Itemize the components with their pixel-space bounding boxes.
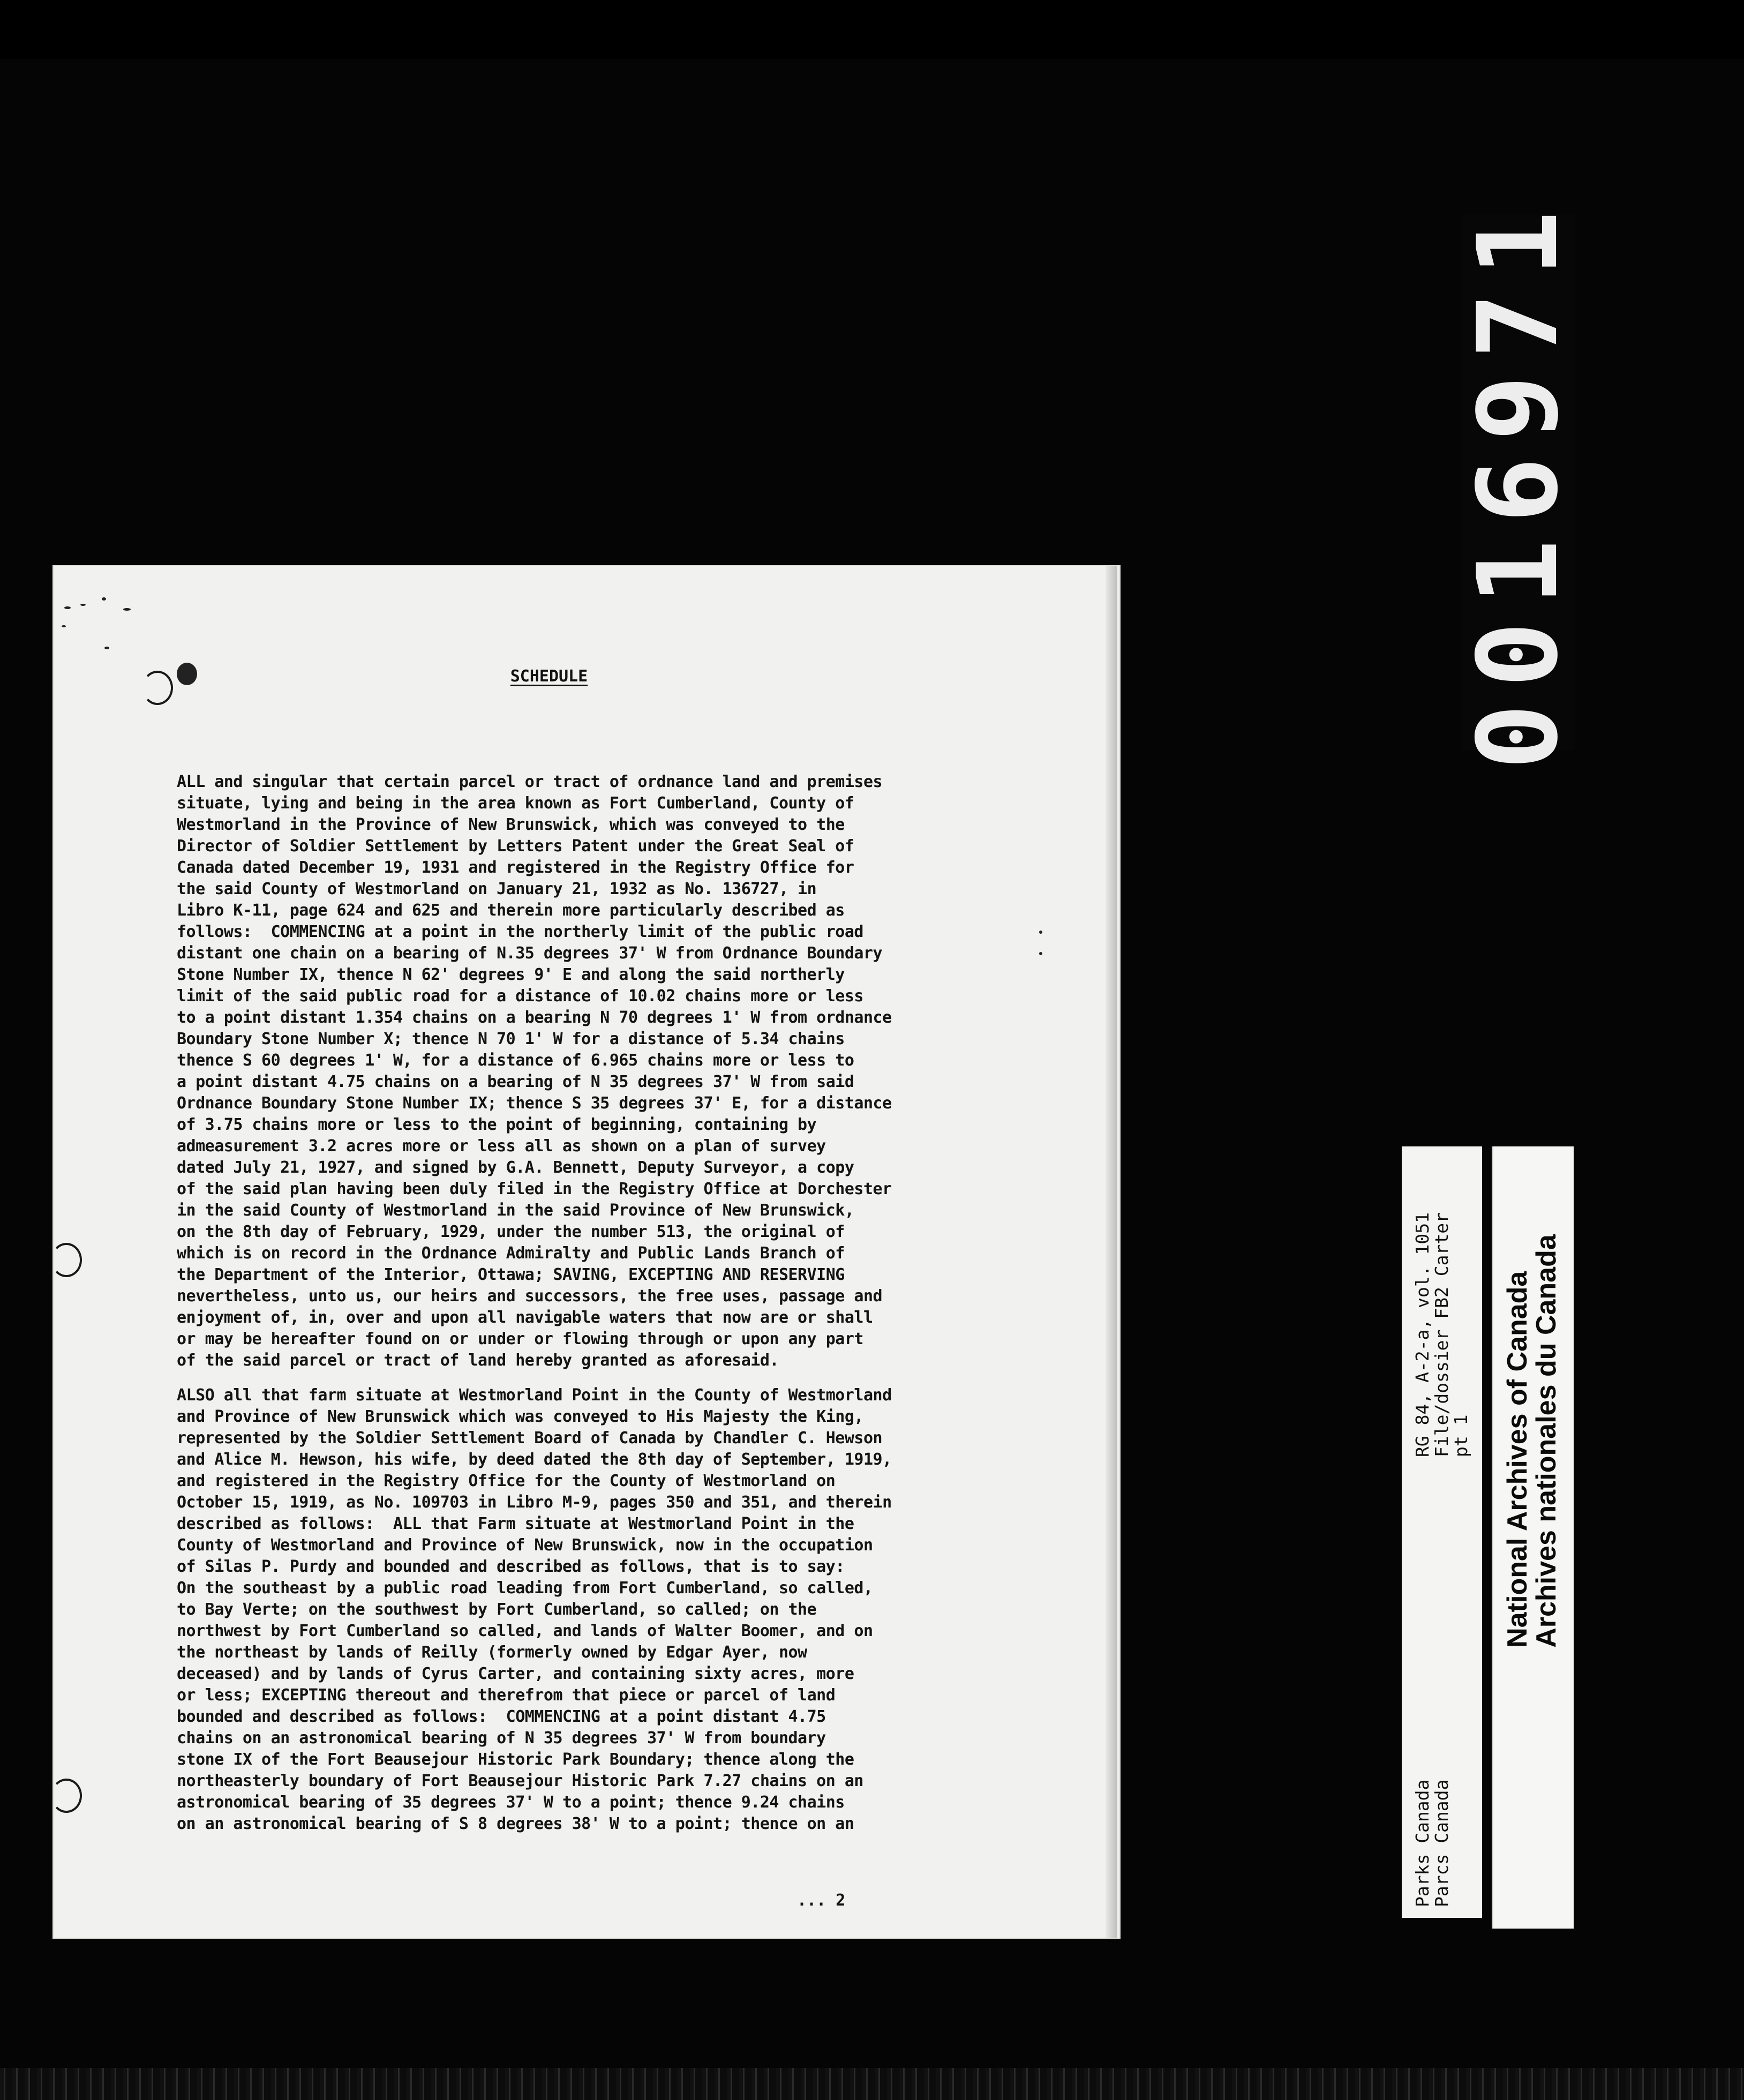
collection-en: Parks Canada bbox=[1412, 1779, 1433, 1907]
page-edge-shadow bbox=[1106, 566, 1117, 1938]
frame-number: 0016971 bbox=[1455, 194, 1582, 770]
ink-speck bbox=[80, 604, 86, 606]
collection-fr: Parcs Canada bbox=[1431, 1779, 1452, 1907]
ink-speck bbox=[64, 606, 71, 609]
reference-file: File/dossier FB2 Carter bbox=[1431, 1212, 1452, 1457]
ink-speck bbox=[62, 625, 66, 627]
reference-part: pt 1 bbox=[1450, 1414, 1471, 1457]
punch-hole bbox=[51, 1779, 82, 1813]
film-bottom-band bbox=[0, 2068, 1744, 2100]
punch-hole bbox=[51, 1243, 82, 1277]
document-title: SCHEDULE bbox=[510, 667, 588, 686]
archive-reference-text bbox=[1413, 1157, 1471, 1907]
reference-volume: RG 84, A-2-a, vol. 1051 bbox=[1412, 1212, 1433, 1457]
paragraph-ordnance-land: ALL and singular that certain parcel or tract of ordnance land and premises situate, lying and being in the area known as Fort Cumberland, County of Westmorland in the Province of New Brunswick, which was conveyed to the Director of Soldier Settlement by Letters Patent under the Great Seal of Canada dated December 19, 1931 and registered in the Registry Office for the said County of Westmorland on January 21, 1932 as No. 136727, in Libro K-11, page 624 and 625 and therein more particularly described as follows: COMMENCING at a point in the northerly limit of the public road distant one chain on a bearing of N.35 degrees 37' W from Ordnance Boundary Stone Number IX, thence N 62' degrees 9' E and along the said northerly limit of the said public road for a distance of 10.02 chains more or less to a point distant 1.354 chains on a bearing N 70 degrees 1' W from ordnance Boundary Stone Number X; thence N 70 1' W for a distance of 5.34 chains thence S 60 degrees 1' W, for a distance of 6.965 chains more or less to a point distant 4.75 chains on a bearing of N 35 degrees 37' W from said Ordnance Boundary Stone Number IX; thence S 35 degrees 37' E, for a distance of 3.75 chains more or less to the point of beginning, containing by admeasurement 3.2 acres more or less all as shown on a plan of survey dated July 21, 1927, and signed by G.A. Bennett, Deputy Surveyor, a copy of the said plan having been duly filed in the Registry Office at Dorchester in the said County of Westmorland in the said Province of New Brunswick, on the 8th day of February, 1929, under the number 513, the original of which is on record in the Ordnance Admiralty and Public Lands Branch of the Department of the Interior, Ottawa; SAVING, EXCEPTING AND RESERVING nevertheless, unto us, our heirs and successors, the free uses, passage and enjoyment of, in, over and upon all navigable waters that now are or shall or may be hereafter found on or under or flowing through or upon any part of the said parcel or tract of land hereby granted as aforesaid. bbox=[177, 772, 892, 1370]
ink-speck bbox=[1039, 952, 1042, 955]
ink-speck bbox=[104, 647, 109, 649]
film-top-band bbox=[0, 0, 1744, 59]
ink-speck bbox=[102, 597, 106, 601]
institution-text bbox=[1503, 1234, 1561, 1648]
institution-en: National Archives of Canada bbox=[1502, 1271, 1533, 1648]
ink-speck bbox=[123, 608, 131, 611]
institution-fr: Archives nationales du Canada bbox=[1531, 1234, 1562, 1648]
page-number: ... 2 bbox=[797, 1891, 846, 1910]
paragraph-westmorland-farm: ALSO all that farm situate at Westmorland Point in the County of Westmorland and Province of New Brunswick which was conveyed to His Majesty the King, represented by the Soldier Settlement Board of Canada by Chandler C. Hewson and Alice M. Hewson, his wife, by deed dated the 8th day of September, 1919, and registered in the Registry Office for the County of Westmorland on October 15, 1919, as No. 109703 in Libro M-9, pages 350 and 351, and therein described as follows: ALL that Farm situate at Westmorland Point in the County of Westmorland and Province of New Brunswick, now in the occupation of Silas P. Purdy and bounded and described as follows, that is to say: On the southeast by a public road leading from Fort Cumberland, so called, to Bay Verte; on the southwest by Fort Cumberland, so called; on the northwest by Fort Cumberland so called, and lands of Walter Boomer, and on the northeast by lands of Reilly (formerly owned by Edgar Ayer, now deceased) and by lands of Cyrus Carter, and containing sixty acres, more or less; EXCEPTING thereout and therefrom that piece or parcel of land bounded and described as follows: COMMENCING at a point distant 4.75 chains on an astronomical bearing of N 35 degrees 37' W from boundary stone IX of the Fort Beausejour Historic Park Boundary; thence along the northeasterly boundary of Fort Beausejour Historic Park 7.27 chains on an astronomical bearing of 35 degrees 37' W to a point; thence 9.24 chains on an astronomical bearing of S 8 degrees 38' W to a point; thence on an bbox=[177, 1386, 892, 1833]
ink-speck bbox=[1039, 931, 1042, 934]
